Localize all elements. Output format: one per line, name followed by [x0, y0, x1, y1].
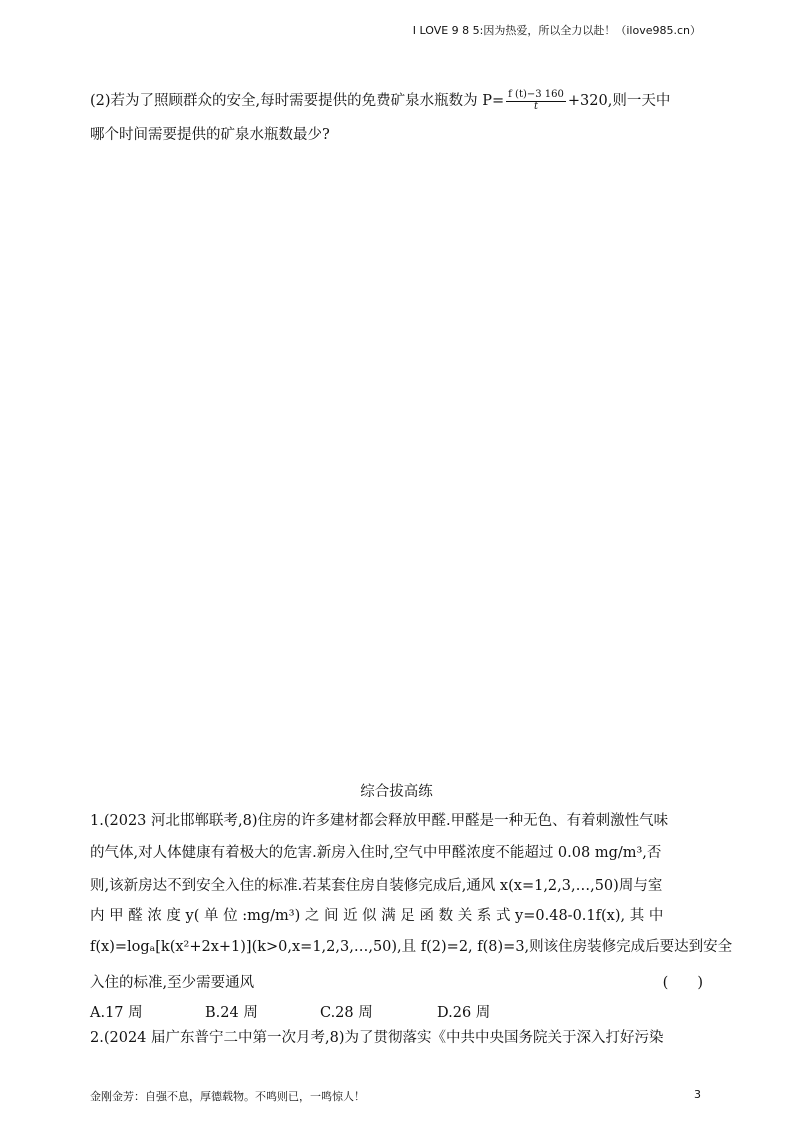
footer-motto: 金刚金芳：自强不息，厚德载物。不鸣则已，一鸣惊人！ — [90, 1090, 365, 1103]
section-title: 综合拔高练 — [360, 784, 433, 800]
page-header: I LOVE 9 8 5:因为热爱，所以全力以赴！（ilove985.cn） — [412, 24, 701, 37]
problem-1-line-3: 则,该新房达不到安全入住的标准.若某套住房自装修完成后,通风 x(x=1,2,3,…,50)周与室 — [90, 878, 663, 894]
option-b: B.24 周 — [205, 1005, 258, 1021]
option-d: D.26 周 — [437, 1005, 491, 1021]
fraction-numerator: f (t)−3 160 — [508, 89, 564, 100]
problem-1-line-2: 的气体,对人体健康有着极大的危害.新房入住时,空气中甲醛浓度不能超过 0.08 mg/m³,否 — [90, 845, 662, 861]
question-2-line-1 — [90, 90, 670, 112]
problem-1-line-5: f(x)=logₐ[k(x²+2x+1)](k>0,x=1,2,3,…,50),且 f(2)=2, f(8)=3,则该住房装修完成后要达到安全 — [90, 939, 733, 955]
q2-text-pre: (2)若为了照顾群众的安全,每时需要提供的免费矿泉水瓶数为 P= — [90, 93, 505, 109]
answer-paren: ( ) — [662, 975, 703, 991]
problem-2-line-1: 2.(2024 届广东普宁二中第一次月考,8)为了贯彻落实《中共中央国务院关于深入打好污染 — [90, 1030, 664, 1046]
problem-1-stem-end: 入住的标准,至少需要通风 — [90, 975, 255, 991]
option-c: C.28 周 — [320, 1005, 373, 1021]
problem-1-line-6 — [90, 971, 703, 992]
problem-1-line-4: 内 甲 醛 浓 度 y( 单 位 :mg/m³) 之 间 近 似 满 足 函 数 关 系 式 y=0.48-0.1f(x), 其 中 — [90, 908, 664, 924]
question-2-line-2: 哪个时间需要提供的矿泉水瓶数最少? — [90, 127, 330, 143]
problem-1-line-1: 1.(2023 河北邯郸联考,8)住房的许多建材都会释放甲醛.甲醛是一种无色、有着刺激性气味 — [90, 813, 669, 829]
q2-text-post: +320,则一天中 — [567, 93, 671, 109]
fraction — [506, 90, 566, 112]
page-number: 3 — [694, 1088, 701, 1101]
option-a: A.17 周 — [90, 1005, 143, 1021]
fraction-denominator: t — [534, 100, 539, 112]
